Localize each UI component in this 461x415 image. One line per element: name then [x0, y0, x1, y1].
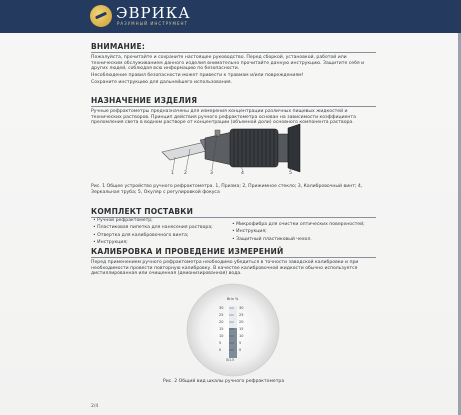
figure-caption: Рис. 1 Общее устройство ручного рефрактометра. 1, Призма; 2, Прижимное стекло; 3, Калибровочный винт; 4, Зеркальная труба; 5, Окуляр с регулировкой фокуса	[91, 184, 363, 195]
figure-label: 2	[184, 171, 187, 176]
list-item: • Микрофибра для очистки оптических поверхностей;	[232, 222, 365, 227]
calibration-text: Перед применением ручного рефрактометра необходимо убедиться в точности заводской калибровки и при необходимости провести повторную калибровку. В качестве калибровочной жидкости обычно используется дистиллированная или очищенная (деионизированная) вода.	[91, 260, 359, 277]
figure-label: 4	[241, 171, 244, 176]
list-item: • Отвертка для калибровочного винта;	[93, 232, 189, 238]
list-item: • Пластиковая пипетка для нанесения раствора;	[93, 225, 213, 231]
list-item: • Инструкция;	[232, 229, 267, 235]
page-number: 2/4	[91, 404, 99, 409]
tick-label: 0	[219, 348, 222, 352]
figure-caption: Рис. 2 Общий вид шкалы ручного рефрактометра	[163, 379, 285, 384]
tick-label: 15	[219, 327, 224, 331]
brand-name: ЭВРИКА	[116, 4, 191, 22]
tick-label: 25	[219, 313, 224, 317]
tick-label: 20	[219, 320, 224, 324]
tick-label: 30	[219, 306, 224, 310]
warning-paragraph: Сохраните инструкцию для дальнейшего использования.	[91, 80, 232, 86]
tick-label: 10	[219, 334, 224, 338]
warning-paragraph: Несоблюдение правил безопасности может привести к травмам и/или повреждениям!	[91, 73, 304, 79]
tick-label: 5	[219, 341, 222, 345]
tick-label: 25	[239, 313, 244, 317]
scale-bottom-label: 0/1.5	[226, 358, 235, 362]
calibration-title: КАЛИБРОВКА И ПРОВЕДЕНИЕ ИЗМЕРЕНИЙ	[91, 247, 284, 256]
list-item: • Ручной рефрактометр;	[93, 218, 153, 223]
warning-paragraph: Пожалуйста, прочитайте и сохраните настоящее руководство. Перед сборкой, установкой, работой или техническим обслуживанием данного изделия внимательно прочитайте данную инструкцию. Защитите себя и других людей, соблюдая всю информацию по безопасности.	[91, 55, 365, 72]
kit-title: КОМПЛЕКТ ПОСТАВКИ	[91, 207, 194, 216]
warning-title: ВНИМАНИЕ:	[91, 42, 146, 51]
scale-unit: Brix %	[227, 297, 239, 301]
list-item: • Защитный пластиковый чехол.	[232, 236, 312, 242]
list-item: • Инструкция;	[93, 240, 128, 246]
tick-label: 10	[239, 334, 244, 338]
brand-tagline: РАЗУМНЫЙ ИНСТРУМЕНТ	[117, 21, 188, 26]
purpose-text: Ручные рефрактометры предназначены для измерения концентрации различных пищевых жидкостей и технических растворов. Принцип действия ручного рефрактометра основан на зависимости коэффициента преломления света в водном растворе от концентрации (объемной доли) основного компонента раствора.	[91, 109, 356, 126]
scale-right-ticks	[239, 305, 243, 354]
purpose-title: НАЗНАЧЕНИЕ ИЗДЕЛИЯ	[91, 96, 198, 105]
tick-label: 15	[239, 327, 244, 331]
figure-label: 1	[171, 171, 174, 176]
tick-label: 5	[239, 341, 242, 345]
scale-left-ticks	[219, 305, 223, 354]
tick-label: 20	[239, 320, 244, 324]
figure-label: 5	[289, 171, 292, 176]
tick-label: 0	[239, 348, 242, 352]
tick-label: 30	[239, 306, 244, 310]
figure-label: 3	[210, 171, 213, 176]
